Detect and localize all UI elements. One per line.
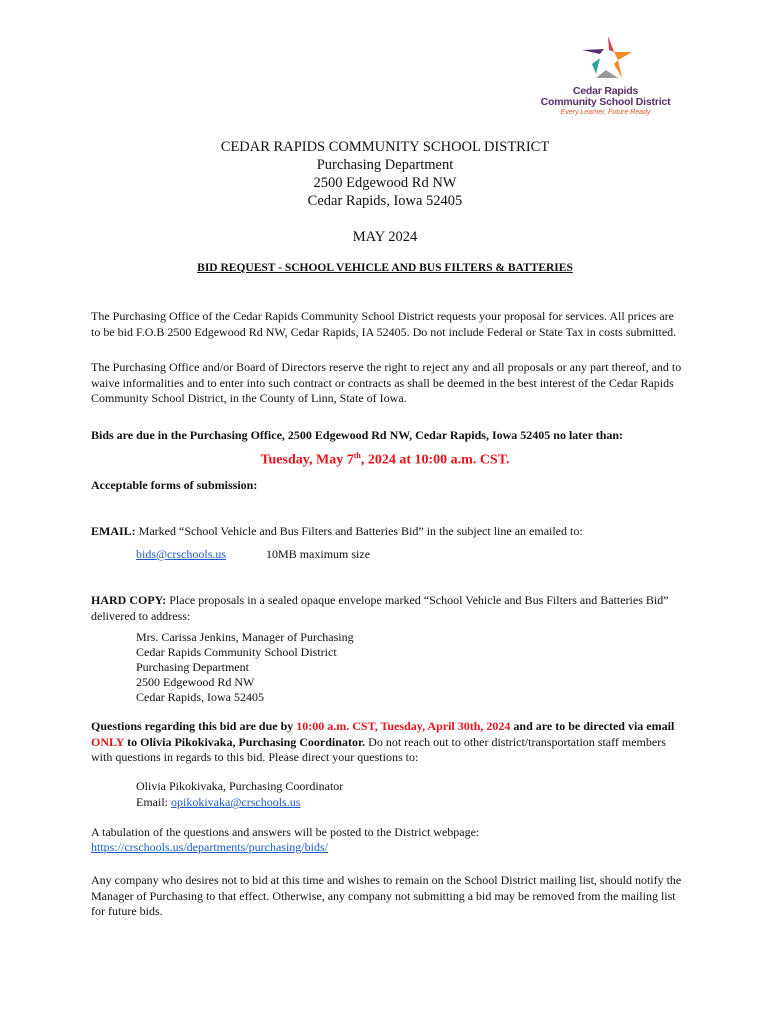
contact-email-label: Email: <box>136 795 171 809</box>
email-size-limit: 10MB maximum size <box>266 547 371 561</box>
logo-tagline: Every Learner, Future Ready <box>560 109 651 116</box>
deadline-date-text: Tuesday, May 7 <box>260 452 354 468</box>
bids-webpage-link[interactable]: https://crschools.us/departments/purchasing/bids/ <box>91 840 328 854</box>
intro-paragraph-2: The Purchasing Office and/or Board of Directors reserve the right to reject any and all proposals or any part thereof, and to waive informalities and to enter into such contract or contracts as shall be deemed in the best interest of the Cedar Rapids Community School District, in the County of Linn, State of Iowa. <box>91 360 682 405</box>
address-line: 2500 Edgewood Rd NW <box>136 675 255 689</box>
deadline-label: Bids are due in the Purchasing Office, 2500 Edgewood Rd NW, Cedar Rapids, Iowa 52405 no later than: <box>91 428 624 442</box>
questions-paragraph <box>91 719 683 766</box>
tabulation-text: A tabulation of the questions and answers will be posted to the District webpage: <box>91 825 480 839</box>
email-submission-row <box>136 547 728 563</box>
contact-name: Olivia Pikokivaka, Purchasing Coordinator <box>136 779 344 793</box>
questions-text: Do not reach out to other district/transportation staff members with questions in regards to this bid. Please direct your questions to: <box>91 734 666 764</box>
contact-email-row <box>136 795 728 811</box>
org-name: CEDAR RAPIDS COMMUNITY SCHOOL DISTRICT <box>220 139 550 155</box>
questions-due-date: 10:00 a.m. CST, Tuesday, April 30th, 2024 <box>296 719 511 733</box>
intro-paragraph-1: The Purchasing Office of the Cedar Rapids Community School District requests your proposal for services. All prices are to be bid F.O.B 2500 Edgewood Rd NW, Cedar Rapids, IA 52405. Do not include Federal or State Tax in costs submitted. <box>91 309 677 339</box>
hardcopy-label: HARD COPY: <box>91 593 167 607</box>
closing-paragraph: Any company who desires not to bid at this time and wishes to remain on the School District mailing list, should notify the Manager of Purchasing to that effect. Otherwise, any company not submitting a bid may be removed from the mailing list for future bids. <box>91 873 682 918</box>
hardcopy-text: Place proposals in a sealed opaque envelope marked “School Vehicle and Bus Filters and Batteries Bid” delivered to address: <box>91 593 669 623</box>
district-logo <box>528 34 683 118</box>
email-instructions <box>91 524 683 540</box>
questions-text: to Olivia Pikokivaka, Purchasing Coordinator. <box>124 734 366 749</box>
logo-name-line1: Cedar Rapids <box>572 85 639 97</box>
bid-title: BID REQUEST - SCHOOL VEHICLE AND BUS FILTERS & BATTERIES <box>197 262 573 274</box>
submission-heading: Acceptable forms of submission: <box>91 478 258 492</box>
deadline-date-time: , 2024 at 10:00 a.m. CST. <box>360 452 510 468</box>
deadline-date-suffix: th <box>353 451 361 460</box>
deadline-date <box>0 451 770 469</box>
email-text: Marked “School Vehicle and Bus Filters and Batteries Bid” in the subject line an emailed to: <box>135 524 583 538</box>
department: Purchasing Department <box>316 157 454 173</box>
hardcopy-instructions <box>91 593 683 624</box>
street-address: 2500 Edgewood Rd NW <box>313 175 457 191</box>
star-logo-icon <box>578 34 634 86</box>
address-line: Cedar Rapids Community School District <box>136 645 337 659</box>
city-address: Cedar Rapids, Iowa 52405 <box>307 193 463 209</box>
tabulation-link-row <box>91 840 683 856</box>
questions-text: Questions regarding this bid are due by <box>91 719 297 733</box>
mailing-address <box>136 630 728 705</box>
address-line: Purchasing Department <box>136 660 249 674</box>
issue-date: MAY 2024 <box>352 229 418 245</box>
bids-email-link[interactable]: bids@crschools.us <box>136 547 227 561</box>
email-label: EMAIL: <box>91 524 136 538</box>
address-line: Mrs. Carissa Jenkins, Manager of Purchasing <box>136 630 354 644</box>
questions-only-emphasis: ONLY <box>91 734 125 749</box>
address-line: Cedar Rapids, Iowa 52405 <box>136 690 264 704</box>
questions-text: and are to be directed via email <box>510 719 675 733</box>
contact-email-link[interactable]: opikokivaka@crschools.us <box>171 795 301 809</box>
logo-name-line2: Community School District <box>540 96 671 108</box>
